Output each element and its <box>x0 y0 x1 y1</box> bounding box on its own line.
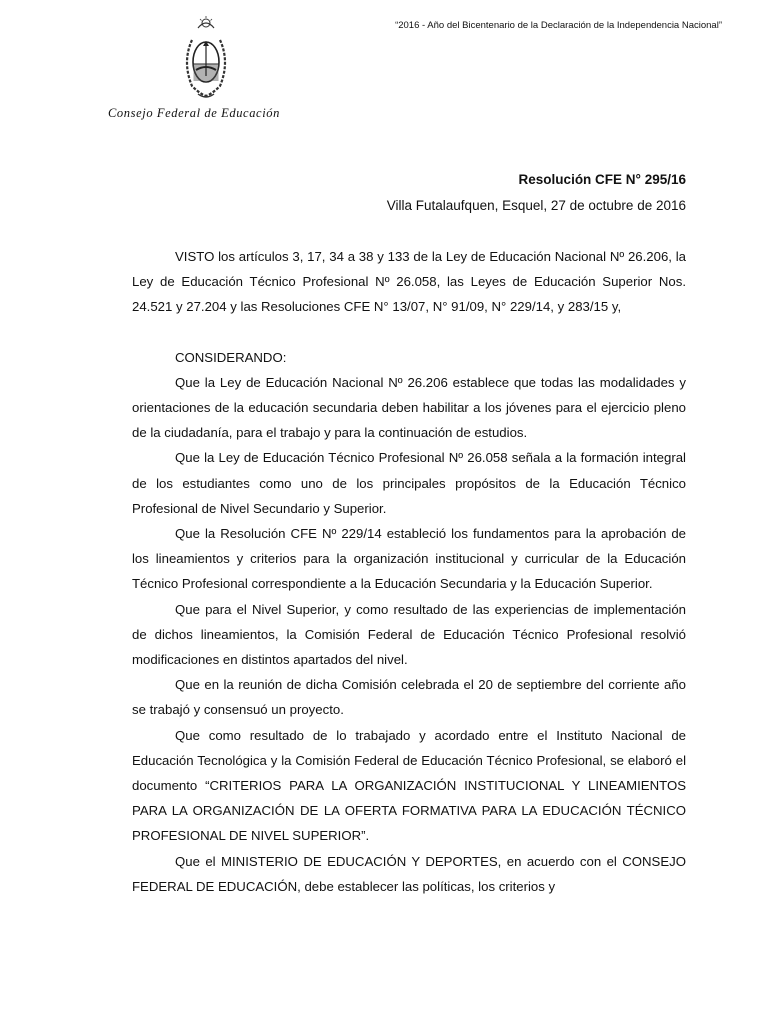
considerando-heading: CONSIDERANDO: <box>175 349 287 365</box>
place-and-date: Villa Futalaufquen, Esquel, 27 de octubre de 2016 <box>386 198 686 213</box>
argentina-coat-of-arms-icon <box>178 14 234 100</box>
resolution-title: Resolución CFE N° 295/16 <box>518 172 686 187</box>
considerando-paragraph-2: Que la Ley de Educación Técnico Profesional Nº 26.058 señala a la formación integral de los estudiantes como uno de los principales propósitos de la Educación Técnico Profesional de Nivel Secundario y Superior. <box>132 450 686 516</box>
considerando-paragraph-5: Que en la reunión de dicha Comisión celebrada el 20 de septiembre del corriente año se trabajó y consensuó un proyecto. <box>132 677 686 718</box>
considerando-paragraph-3: Que la Resolución CFE Nº 229/14 estableció los fundamentos para la aprobación de los lineamientos y criterios para la organización institucional y curricular de la Educación Técnico Profesional correspondiente a la Educación Secundaria y la Educación Superior. <box>132 526 686 592</box>
organization-name: Consejo Federal de Educación <box>108 106 280 120</box>
considerando-paragraph-6: Que como resultado de lo trabajado y acordado entre el Instituto Nacional de Educación Tecnológica y la Comisión Federal de Educación Técnico Profesional, se elaboró el documento “CRITERIOS PARA LA ORGANIZACIÓN INSTITUCIONAL Y LINEAMIENTOS PARA LA ORGANIZACIÓN DE LA OFERTA FORMATIVA PARA LA EDUCACIÓN TÉCNICO PROFESIONAL DE NIVEL SUPERIOR”. <box>132 727 686 844</box>
visto-paragraph: VISTO los artículos 3, 17, 34 a 38 y 133 de la Ley de Educación Nacional Nº 26.206, la Ley de Educación Técnico Profesional Nº 26.058, las Leyes de Educación Superior Nos. 24.521 y 27.204 y las Resoluciones CFE N° 13/07, N° 91/09, N° 229/14, y 283/15 y, <box>132 249 686 315</box>
considerando-paragraph-1: Que la Ley de Educación Nacional Nº 26.206 establece que todas las modalidades y orientaciones de la educación secundaria deben habilitar a los jóvenes para el ejercicio pleno de la ciudadanía, para el trabajo y para la continuación de estudios. <box>132 374 686 441</box>
considerando-paragraph-7: Que el MINISTERIO DE EDUCACIÓN Y DEPORTES, en acuerdo con el CONSEJO FEDERAL DE EDUCACIÓN, debe establecer las políticas, los criterios y <box>132 853 686 894</box>
resolution-body <box>132 244 686 899</box>
year-motto: “2016 - Año del Bicentenario de la Declaración de la Independencia Nacional” <box>395 20 722 31</box>
considerando-paragraph-4: Que para el Nivel Superior, y como resultado de las experiencias de implementación de dichos lineamientos, la Comisión Federal de Educación Técnico Profesional resolvió modificaciones en distintos apartados del nivel. <box>132 601 686 668</box>
